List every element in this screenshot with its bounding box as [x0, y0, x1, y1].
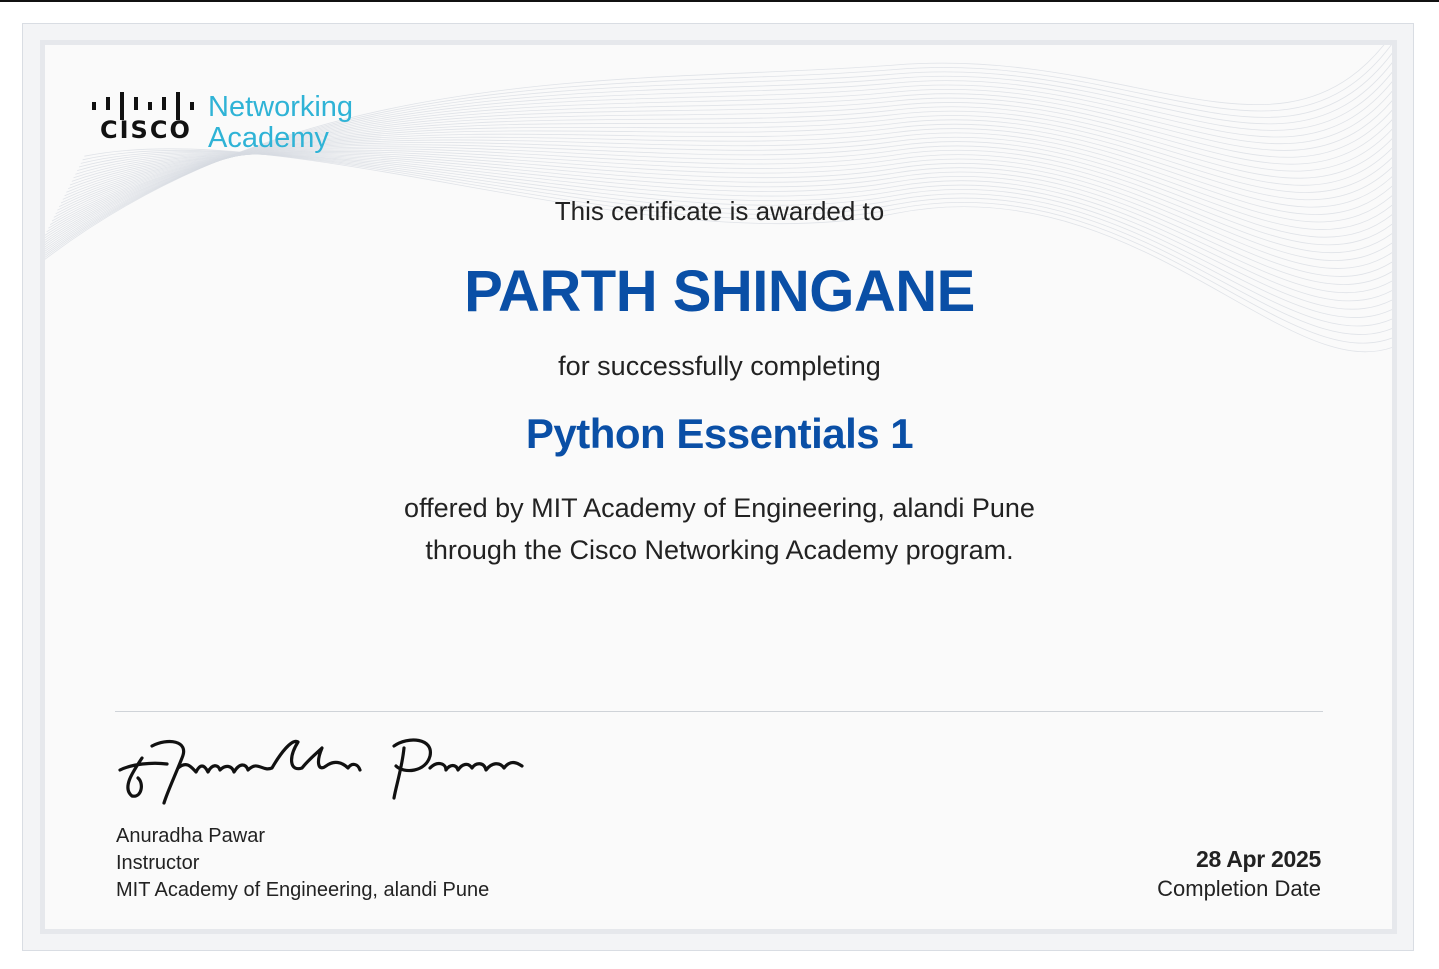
signature-divider	[115, 711, 1323, 712]
wave-line	[45, 45, 1392, 275]
completion-date-label: Completion Date	[1157, 876, 1321, 901]
instructor-info	[116, 823, 489, 904]
instructor-title: Instructor	[116, 852, 200, 874]
completing-text: for successfully completing	[558, 351, 881, 381]
instructor-name: Anuradha Pawar	[116, 825, 265, 847]
logo-academy-text: Academy	[208, 122, 329, 154]
awarded-text: This certificate is awarded to	[554, 196, 885, 226]
instructor-signature	[112, 728, 532, 810]
top-border	[0, 0, 1439, 2]
logo-networking-text: Networking	[208, 91, 354, 123]
cisco-wordmark: CISCO	[100, 116, 192, 144]
completion-date: 28 Apr 2025	[1196, 846, 1321, 872]
offered-line-1: offered by MIT Academy of Engineering, alandi Pune	[404, 493, 1035, 523]
instructor-institution: MIT Academy of Engineering, alandi Pune	[116, 879, 490, 901]
offered-line-2: through the Cisco Networking Academy program.	[425, 535, 1014, 565]
recipient-name: PARTH SHINGANE	[464, 259, 975, 324]
completion-info	[1157, 844, 1321, 904]
course-title: Python Essentials 1	[525, 410, 914, 457]
cisco-logo	[90, 90, 380, 160]
offered-by-text	[0, 487, 1439, 571]
